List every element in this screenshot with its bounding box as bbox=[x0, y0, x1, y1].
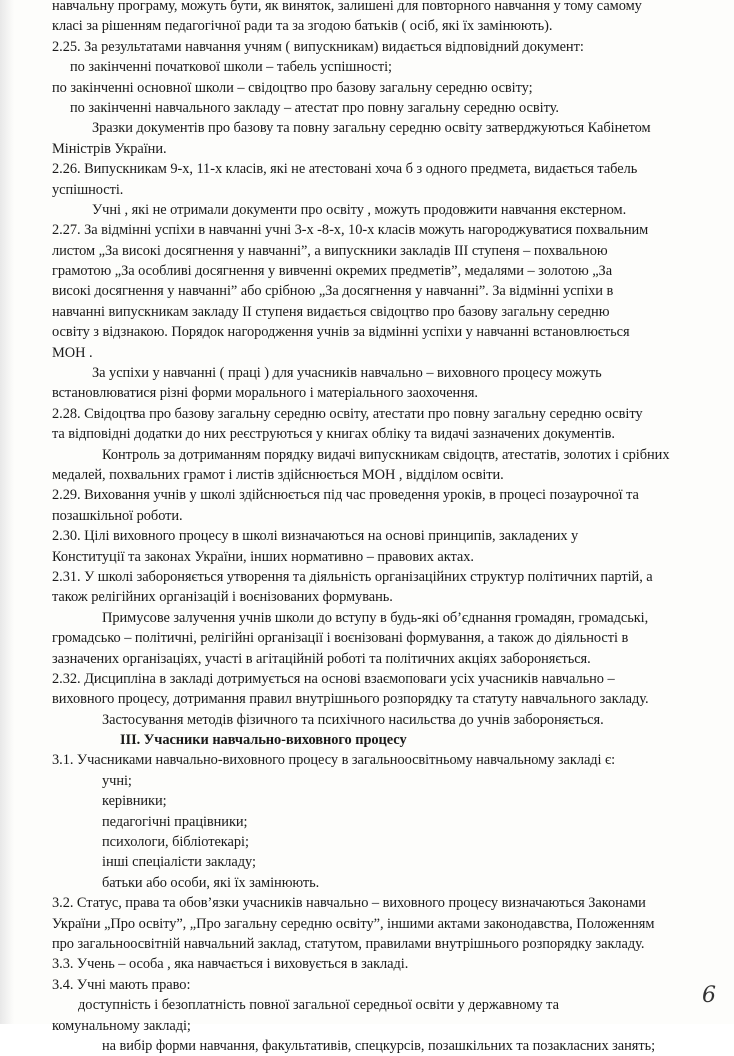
text-line: класі за рішенням педагогічної ради та за згодою батьків ( осіб, які їх замінюють). bbox=[52, 18, 553, 35]
text-line: навчальну програму, можуть бути, як виняток, залишені для повторного навчання у тому самому bbox=[52, 0, 642, 14]
text-line: Контроль за дотриманням порядку видачі випускникам свідоцтв, атестатів, золотих і срібних bbox=[102, 446, 670, 463]
list-item: педагогічні працівники; bbox=[102, 813, 248, 830]
list-item: по закінченні основної школи – свідоцтво про базову загальну середню освіту; bbox=[52, 79, 533, 96]
text-line: 2.31. У школі забороняється утворення та діяльність організаційних структур політичних партій, а bbox=[52, 568, 653, 585]
text-line: зазначених організаціях, участі в агітаційній роботі та політичних акціях забороняється. bbox=[52, 650, 591, 667]
text-line: України „Про освіту”, „Про загальну середню освіту”, іншими актами законодавства, Положенням bbox=[52, 915, 655, 932]
list-item: інші спеціалісти закладу; bbox=[102, 854, 256, 871]
text-line: Конституції та законах України, інших нормативно – правових актах. bbox=[52, 548, 474, 565]
section-heading: ІІІ. Учасники навчально-виховного процесу bbox=[120, 732, 407, 749]
text-line: освіту з відзнакою. Порядок нагородження учнів за відмінні успіхи у навчанні встановлюється bbox=[52, 324, 630, 341]
text-line: 2.29. Виховання учнів у школі здійснюється під час проведення уроків, в процесі позаурочної та bbox=[52, 487, 639, 504]
text-line: листом „За високі досягнення у навчанні”, а випускники закладів ІІІ ступеня – похвальною bbox=[52, 242, 608, 259]
list-item: керівники; bbox=[102, 793, 167, 810]
text-line: 3.1. Учасниками навчально-виховного процесу в загальноосвітньому навчальному закладі є: bbox=[52, 752, 616, 769]
text-line: 2.25. За результатами навчання учням ( випускникам) видається відповідний документ: bbox=[52, 38, 584, 55]
text-line: Учні , які не отримали документи про освіту , можуть продовжити навчання екстерном. bbox=[92, 201, 627, 218]
text-line: про загальноосвітній навчальний заклад, статутом, правилами внутрішнього розпорядку закладу. bbox=[52, 935, 645, 952]
text-line: громадсько – політичні, релігійні організації і воєнізовані формування, а також до діяльності в bbox=[52, 630, 629, 647]
text-line: Міністрів України. bbox=[52, 140, 167, 157]
text-line: 2.27. За відмінні успіхи в навчанні учні 3-х -8-х, 10-х класів можуть нагороджуватися похвальним bbox=[52, 222, 649, 239]
text-line: МОН . bbox=[52, 344, 93, 361]
text-line: грамотою „За особливі досягнення у вивченні окремих предметів”, медалями – золотою „За bbox=[52, 263, 613, 280]
list-item: учні; bbox=[102, 772, 132, 789]
text-line: 2.30. Цілі виховного процесу в школі визначаються на основі принципів, закладених у bbox=[52, 528, 579, 545]
text-line: успішності. bbox=[52, 181, 124, 198]
text-line: виховного процесу, дотримання правил внутрішнього розпорядку та статуту навчального закладу. bbox=[52, 691, 649, 708]
text-line: Зразки документів про базову та повну загальну середню освіту затверджуються Кабінетом bbox=[92, 120, 651, 137]
page-number: 6 bbox=[702, 983, 716, 1008]
text-line: За успіхи у навчанні ( праці ) для учасників навчально – виховного процесу можуть bbox=[92, 365, 602, 382]
document-body bbox=[52, 0, 722, 1056]
list-item: на вибір форми навчання, факультативів, спецкурсів, позашкільних та позакласних занять; bbox=[102, 1037, 656, 1054]
list-item: психологи, бібліотекарі; bbox=[102, 834, 249, 851]
text-line: 3.3. Учень – особа , яка навчається і виховується в закладі. bbox=[52, 956, 409, 973]
text-line: 2.32. Дисципліна в закладі дотримується на основі взаємоповаги усіх учасників навчально – bbox=[52, 670, 615, 687]
text-line: та відповідні додатки до них реєструються у книгах обліку та видачі зазначених документів. bbox=[52, 426, 615, 443]
list-item: по закінченні навчального закладу – атестат про повну загальну середню освіту. bbox=[70, 99, 559, 116]
list-item: по закінченні початкової школи – табель успішності; bbox=[70, 59, 392, 76]
text-line: позашкільної роботи. bbox=[52, 507, 183, 524]
text-line: Примусове залучення учнів школи до вступу в будь-які об’єднання громадян, громадські, bbox=[102, 609, 649, 626]
text-line: 3.2. Статус, права та обов’язки учасників навчально – виховного процесу визначаються Законами bbox=[52, 895, 646, 912]
text-line: навчанні випускникам закладу ІІ ступеня видається свідоцтво про базову загальну середню bbox=[52, 303, 610, 320]
text-line: високі досягнення у навчанні” або срібною „За досягнення у навчанні”. За відмінні успіхи в bbox=[52, 283, 614, 300]
text-line: 2.28. Свідоцтва про базову загальну середню освіту, атестати про повну загальну середню освіту bbox=[52, 405, 643, 422]
text-line: комунальному закладі; bbox=[52, 1017, 191, 1034]
scan-shadow bbox=[0, 0, 14, 1024]
text-line: медалей, похвальних грамот і листів здійснюється МОН , відділом освіти. bbox=[52, 466, 504, 483]
text-line: також релігійних організацій і воєнізованих формувань. bbox=[52, 589, 393, 606]
text-line: 2.26. Випускникам 9-х, 11-х класів, які не атестовані хоча б з одного предмета, видається табель bbox=[52, 161, 638, 178]
text-line: 3.4. Учні мають право: bbox=[52, 976, 191, 993]
list-item: доступність і безоплатність повної загальної середньої освіти у державному та bbox=[78, 997, 559, 1014]
text-line: Застосування методів фізичного та психічного насильства до учнів забороняється. bbox=[102, 711, 604, 728]
text-line: встановлюватися різні форми морального і матеріального заохочення. bbox=[52, 385, 478, 402]
list-item: батьки або особи, які їх замінюють. bbox=[102, 874, 320, 891]
